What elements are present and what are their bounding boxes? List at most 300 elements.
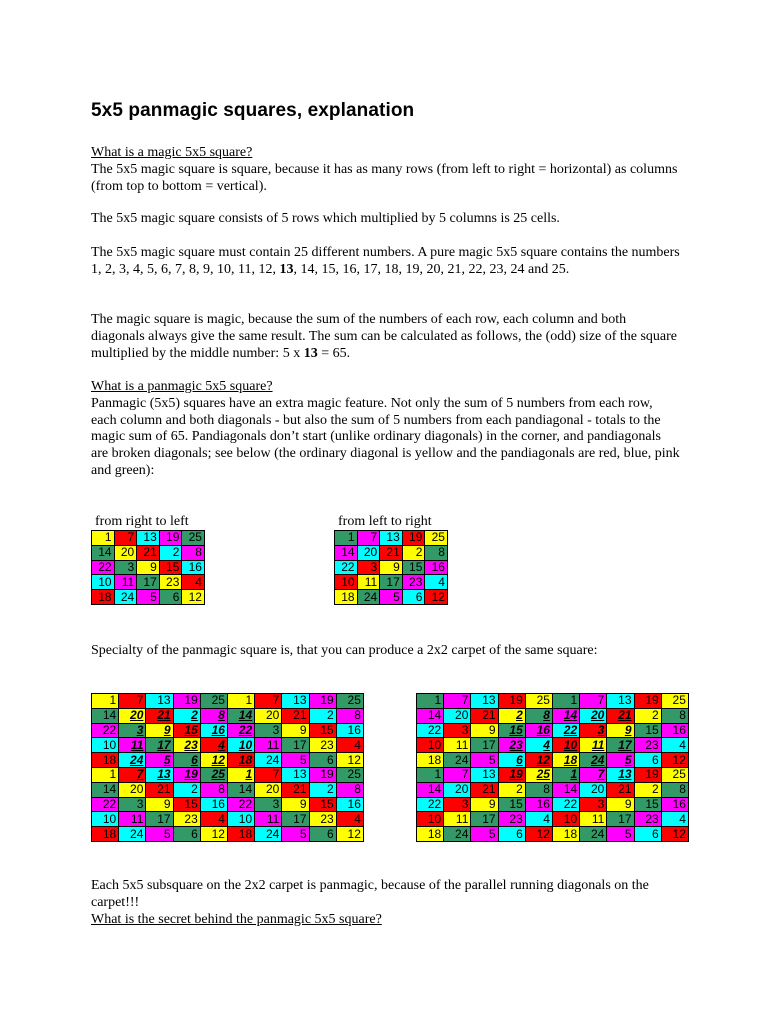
grid-cell: 6 (309, 753, 336, 768)
page-title: 5x5 panmagic squares, explanation (91, 100, 415, 121)
grid-cell: 11 (255, 738, 282, 753)
grid-cell: 20 (119, 782, 146, 797)
grid-cell: 5 (607, 827, 634, 842)
grid-cell: 4 (661, 738, 688, 753)
grid-cell: 3 (119, 797, 146, 812)
grid-row (92, 782, 364, 797)
grid-cell: 12 (425, 590, 448, 605)
grid-cell: 8 (661, 782, 688, 797)
grid-cell: 23 (309, 738, 336, 753)
grid-row (92, 590, 205, 605)
grid-cell: 10 (92, 575, 115, 590)
grid-cell: 18 (335, 590, 358, 605)
grid-row (92, 531, 205, 546)
grid-cell: 12 (525, 753, 552, 768)
grid-cell: 8 (525, 708, 552, 723)
grid-cell: 18 (227, 827, 254, 842)
grid-cell: 17 (471, 812, 498, 827)
grid-cell: 2 (173, 782, 200, 797)
grid-cell: 23 (634, 812, 661, 827)
grid-cell: 7 (357, 531, 380, 546)
grid-cell: 24 (580, 827, 607, 842)
grid-cell: 4 (525, 738, 552, 753)
grid-cell: 9 (146, 723, 173, 738)
small-square-right (334, 530, 448, 605)
grid-cell: 20 (255, 782, 282, 797)
grid-row (335, 560, 448, 575)
grid-cell: 17 (607, 738, 634, 753)
grid-cell: 14 (552, 782, 579, 797)
grid-cell: 6 (173, 753, 200, 768)
grid-cell: 12 (200, 753, 227, 768)
grid-cell: 6 (173, 827, 200, 842)
grid-cell: 24 (580, 753, 607, 768)
p3-bold: 13 (279, 261, 294, 277)
grid-cell: 23 (173, 812, 200, 827)
grid-cell: 11 (119, 738, 146, 753)
grid-row (92, 753, 364, 768)
grid-cell: 12 (336, 827, 363, 842)
grid-row (92, 738, 364, 753)
grid-cell: 22 (227, 723, 254, 738)
grid-cell: 8 (200, 708, 227, 723)
p4-text-a: The magic square is magic, because the sum of the numbers of each row, each column and both diagonals always give the same result. The sum can be calculated as follows, the (odd) size of the square multiplied by the middle number: 5 x (91, 312, 677, 361)
grid-cell: 10 (335, 575, 358, 590)
grid-cell: 23 (498, 812, 525, 827)
grid-cell: 11 (114, 575, 137, 590)
grid-cell: 24 (119, 827, 146, 842)
grid-cell: 15 (634, 797, 661, 812)
grid-cell: 3 (255, 723, 282, 738)
grid-cell: 15 (159, 560, 182, 575)
grid-cell: 24 (114, 590, 137, 605)
grid-cell: 19 (309, 767, 336, 782)
grid-cell: 2 (634, 782, 661, 797)
secret-heading: What is the secret behind the panmagic 5x5 square? (91, 911, 382, 927)
grid-cell: 18 (92, 827, 119, 842)
grid-cell: 1 (92, 694, 119, 709)
grid-cell: 10 (417, 812, 444, 827)
grid-cell: 13 (471, 767, 498, 782)
grid-cell: 19 (173, 694, 200, 709)
grid-cell: 22 (552, 723, 579, 738)
grid-cell: 25 (336, 767, 363, 782)
grid-cell: 7 (580, 767, 607, 782)
grid-cell: 13 (471, 694, 498, 709)
conclusion-block (91, 878, 681, 928)
grid-cell: 16 (425, 560, 448, 575)
grid-cell: 14 (227, 782, 254, 797)
grid-cell: 23 (159, 575, 182, 590)
grid-cell: 21 (282, 708, 309, 723)
grid-cell: 14 (92, 545, 115, 560)
grid-cell: 18 (417, 753, 444, 768)
grid-cell: 19 (173, 767, 200, 782)
section1-p4 (91, 312, 681, 362)
grid-cell: 7 (119, 767, 146, 782)
grid-cell: 4 (200, 812, 227, 827)
grid-cell: 2 (402, 545, 425, 560)
grid-cell: 15 (498, 797, 525, 812)
grid-cell: 20 (119, 708, 146, 723)
p4-bold: 13 (303, 345, 318, 361)
grid-cell: 15 (634, 723, 661, 738)
specialty-text: Specialty of the panmagic square is, that you can produce a 2x2 carpet of the same square: (91, 643, 598, 658)
grid-cell: 3 (119, 723, 146, 738)
grid-cell: 12 (525, 827, 552, 842)
grid-cell: 21 (380, 545, 403, 560)
grid-cell: 22 (552, 797, 579, 812)
grid-cell: 9 (607, 723, 634, 738)
grid-cell: 3 (357, 560, 380, 575)
grid-cell: 19 (498, 694, 525, 709)
grid-cell: 6 (309, 827, 336, 842)
carpet-right (416, 693, 689, 842)
grid-cell: 22 (92, 797, 119, 812)
grid-cell: 9 (137, 560, 160, 575)
grid-cell: 4 (336, 738, 363, 753)
grid-cell: 20 (255, 708, 282, 723)
grid-cell: 8 (336, 708, 363, 723)
grid-cell: 10 (552, 812, 579, 827)
grid-cell: 20 (580, 708, 607, 723)
grid-cell: 24 (444, 753, 471, 768)
grid-cell: 21 (146, 708, 173, 723)
grid-cell: 4 (200, 738, 227, 753)
p3-text-b: , 14, 15, 16, 17, 18, 19, 20, 21, 22, 23, 24 and 25. (293, 261, 570, 277)
grid-cell: 17 (471, 738, 498, 753)
section2-p1: Panmagic (5x5) squares have an extra magic feature. Not only the sum of 5 numbers from each row, each column and both diagonals - but also the sum of 5 numbers from each pandiagonal - totals to the magic sum of 65. Pandiagonals don’t start (unlike ordinary diagonals) in the corner, and pandiagonals are broken diagonals; see below (the ordinary diagonal is yellow and the pandiagonals are red, blue, pink and green): (91, 395, 680, 478)
grid-cell: 3 (444, 797, 471, 812)
grid-row (417, 812, 689, 827)
grid-cell: 13 (146, 694, 173, 709)
grid-cell: 21 (607, 782, 634, 797)
p4-text-b: = 65. (317, 345, 351, 361)
grid-cell: 6 (402, 590, 425, 605)
grid-cell: 2 (173, 708, 200, 723)
grid-cell: 14 (92, 708, 119, 723)
grid-cell: 24 (357, 590, 380, 605)
grid-cell: 21 (471, 782, 498, 797)
grid-cell: 10 (417, 738, 444, 753)
grid-cell: 8 (200, 782, 227, 797)
grid-cell: 25 (336, 694, 363, 709)
grid-cell: 14 (92, 782, 119, 797)
grid-cell: 5 (380, 590, 403, 605)
grid-cell: 8 (336, 782, 363, 797)
grid-cell: 16 (182, 560, 205, 575)
section1-p3 (91, 245, 681, 279)
grid-cell: 11 (119, 812, 146, 827)
grid-row (417, 738, 689, 753)
grid-cell: 3 (114, 560, 137, 575)
grid-row (92, 827, 364, 842)
grid-cell: 10 (92, 738, 119, 753)
grid-row (92, 694, 364, 709)
grid-cell: 16 (525, 797, 552, 812)
grid-cell: 1 (227, 694, 254, 709)
grid-cell: 2 (498, 708, 525, 723)
grid-cell: 20 (580, 782, 607, 797)
grid-cell: 16 (525, 723, 552, 738)
grid-cell: 25 (525, 694, 552, 709)
grid-cell: 11 (580, 738, 607, 753)
grid-cell: 1 (552, 767, 579, 782)
grid-cell: 21 (137, 545, 160, 560)
grid-cell: 2 (309, 708, 336, 723)
grid-cell: 17 (146, 738, 173, 753)
grid-cell: 9 (146, 797, 173, 812)
grid-cell: 22 (92, 723, 119, 738)
grid-cell: 16 (336, 723, 363, 738)
grid-cell: 25 (425, 531, 448, 546)
grid-cell: 4 (336, 812, 363, 827)
grid-row (417, 753, 689, 768)
grid-cell: 18 (552, 827, 579, 842)
grid-cell: 15 (173, 723, 200, 738)
grid-cell: 9 (282, 797, 309, 812)
grid-cell: 10 (227, 738, 254, 753)
grid-cell: 25 (200, 767, 227, 782)
grid-row (335, 545, 448, 560)
section1-p1: The 5x5 magic square is square, because it has as many rows (from left to right = horizontal) as columns (from top to bottom = vertical). (91, 161, 678, 194)
section2-block (91, 379, 681, 480)
grid-cell: 15 (498, 723, 525, 738)
grid-cell: 14 (417, 782, 444, 797)
grid-cell: 7 (119, 694, 146, 709)
grid-cell: 13 (380, 531, 403, 546)
grid-cell: 9 (471, 797, 498, 812)
grid-cell: 2 (309, 782, 336, 797)
grid-cell: 5 (282, 753, 309, 768)
grid-row (335, 575, 448, 590)
grid-cell: 15 (402, 560, 425, 575)
grid-cell: 12 (661, 753, 688, 768)
grid-cell: 7 (580, 694, 607, 709)
grid-cell: 7 (114, 531, 137, 546)
grid-cell: 4 (182, 575, 205, 590)
section1-heading: What is a magic 5x5 square? (91, 145, 253, 160)
grid-cell: 2 (498, 782, 525, 797)
grid-cell: 21 (607, 708, 634, 723)
grid-cell: 14 (552, 708, 579, 723)
grid-cell: 14 (227, 708, 254, 723)
label-left-to-right: from left to right (338, 514, 432, 529)
grid-cell: 11 (444, 738, 471, 753)
grid-cell: 8 (661, 708, 688, 723)
grid-cell: 12 (182, 590, 205, 605)
grid-cell: 18 (552, 753, 579, 768)
grid-cell: 4 (525, 812, 552, 827)
section1-p2: The 5x5 magic square consists of 5 rows which multiplied by 5 columns is 25 cells. (91, 211, 560, 226)
grid-cell: 16 (200, 723, 227, 738)
grid-cell: 6 (498, 753, 525, 768)
grid-cell: 6 (159, 590, 182, 605)
grid-cell: 20 (357, 545, 380, 560)
grid-cell: 5 (137, 590, 160, 605)
grid-cell: 12 (661, 827, 688, 842)
small-square-left (91, 530, 205, 605)
grid-cell: 18 (227, 753, 254, 768)
grid-row (417, 797, 689, 812)
grid-cell: 3 (580, 797, 607, 812)
grid-cell: 23 (634, 738, 661, 753)
grid-row (417, 708, 689, 723)
grid-row (92, 560, 205, 575)
grid-cell: 22 (335, 560, 358, 575)
grid-cell: 1 (417, 694, 444, 709)
grid-row (417, 782, 689, 797)
grid-cell: 15 (309, 723, 336, 738)
grid-cell: 1 (92, 767, 119, 782)
grid-row (92, 723, 364, 738)
grid-cell: 17 (282, 812, 309, 827)
grid-cell: 7 (444, 767, 471, 782)
grid-cell: 17 (137, 575, 160, 590)
grid-cell: 15 (173, 797, 200, 812)
grid-cell: 23 (173, 738, 200, 753)
section2-heading: What is a panmagic 5x5 square? (91, 379, 273, 394)
grid-cell: 22 (92, 560, 115, 575)
grid-cell: 8 (525, 782, 552, 797)
grid-cell: 21 (471, 708, 498, 723)
grid-cell: 11 (580, 812, 607, 827)
grid-cell: 24 (444, 827, 471, 842)
grid-cell: 3 (444, 723, 471, 738)
grid-row (417, 767, 689, 782)
grid-cell: 2 (634, 708, 661, 723)
grid-cell: 9 (380, 560, 403, 575)
section1-block (91, 145, 681, 195)
grid-cell: 10 (227, 812, 254, 827)
grid-row (92, 708, 364, 723)
grid-cell: 17 (146, 812, 173, 827)
grid-cell: 6 (634, 753, 661, 768)
grid-cell: 5 (146, 753, 173, 768)
grid-cell: 22 (417, 797, 444, 812)
grid-cell: 8 (182, 545, 205, 560)
grid-cell: 5 (471, 827, 498, 842)
grid-cell: 17 (282, 738, 309, 753)
grid-cell: 11 (444, 812, 471, 827)
grid-cell: 13 (137, 531, 160, 546)
grid-cell: 13 (282, 767, 309, 782)
grid-cell: 13 (146, 767, 173, 782)
grid-cell: 23 (498, 738, 525, 753)
grid-cell: 4 (661, 812, 688, 827)
grid-cell: 19 (402, 531, 425, 546)
grid-cell: 13 (282, 694, 309, 709)
grid-cell: 19 (634, 767, 661, 782)
grid-cell: 14 (417, 708, 444, 723)
grid-cell: 5 (471, 753, 498, 768)
grid-row (417, 723, 689, 738)
grid-cell: 5 (282, 827, 309, 842)
grid-cell: 20 (444, 708, 471, 723)
grid-cell: 12 (336, 753, 363, 768)
grid-cell: 1 (335, 531, 358, 546)
grid-cell: 19 (634, 694, 661, 709)
grid-cell: 3 (255, 797, 282, 812)
grid-cell: 4 (425, 575, 448, 590)
grid-cell: 16 (661, 723, 688, 738)
grid-cell: 17 (380, 575, 403, 590)
grid-cell: 25 (525, 767, 552, 782)
grid-cell: 19 (159, 531, 182, 546)
grid-cell: 24 (255, 827, 282, 842)
grid-row (92, 767, 364, 782)
grid-cell: 24 (255, 753, 282, 768)
grid-cell: 15 (309, 797, 336, 812)
grid-cell: 19 (309, 694, 336, 709)
grid-cell: 23 (402, 575, 425, 590)
grid-row (417, 827, 689, 842)
grid-cell: 24 (119, 753, 146, 768)
grid-cell: 10 (92, 812, 119, 827)
grid-cell: 18 (92, 753, 119, 768)
grid-cell: 6 (634, 827, 661, 842)
grid-cell: 7 (255, 694, 282, 709)
grid-cell: 16 (200, 797, 227, 812)
grid-row (92, 575, 205, 590)
grid-cell: 22 (227, 797, 254, 812)
grid-cell: 9 (471, 723, 498, 738)
grid-cell: 1 (227, 767, 254, 782)
grid-cell: 20 (444, 782, 471, 797)
grid-cell: 1 (92, 531, 115, 546)
grid-row (417, 694, 689, 709)
grid-cell: 25 (182, 531, 205, 546)
grid-cell: 6 (498, 827, 525, 842)
grid-cell: 14 (335, 545, 358, 560)
grid-cell: 9 (607, 797, 634, 812)
grid-cell: 25 (661, 694, 688, 709)
grid-cell: 7 (255, 767, 282, 782)
grid-cell: 2 (159, 545, 182, 560)
label-right-to-left: from right to left (95, 514, 189, 529)
grid-row (335, 590, 448, 605)
grid-cell: 18 (417, 827, 444, 842)
grid-cell: 25 (661, 767, 688, 782)
grid-cell: 11 (255, 812, 282, 827)
grid-cell: 23 (309, 812, 336, 827)
grid-cell: 12 (200, 827, 227, 842)
p3-text-a: The 5x5 magic square must contain 25 different numbers. A pure magic 5x5 square contains the numbers 1, 2, 3, 4, 5, 6, 7, 8, 9, 10, 11, 12, (91, 245, 680, 277)
grid-cell: 8 (425, 545, 448, 560)
grid-cell: 20 (114, 545, 137, 560)
grid-cell: 21 (282, 782, 309, 797)
grid-cell: 3 (580, 723, 607, 738)
grid-cell: 19 (498, 767, 525, 782)
grid-cell: 18 (92, 590, 115, 605)
grid-row (335, 531, 448, 546)
grid-cell: 17 (607, 812, 634, 827)
grid-cell: 11 (357, 575, 380, 590)
grid-cell: 1 (552, 694, 579, 709)
grid-cell: 21 (146, 782, 173, 797)
grid-row (92, 545, 205, 560)
grid-cell: 25 (200, 694, 227, 709)
grid-row (92, 797, 364, 812)
grid-row (92, 812, 364, 827)
grid-cell: 22 (417, 723, 444, 738)
grid-cell: 9 (282, 723, 309, 738)
grid-cell: 5 (607, 753, 634, 768)
grid-cell: 13 (607, 694, 634, 709)
grid-cell: 16 (336, 797, 363, 812)
grid-cell: 16 (661, 797, 688, 812)
grid-cell: 10 (552, 738, 579, 753)
